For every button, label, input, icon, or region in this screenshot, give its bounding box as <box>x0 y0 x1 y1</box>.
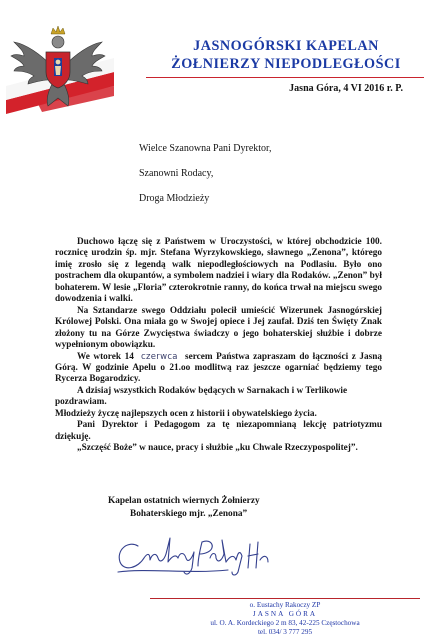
handwritten-date: czerwca <box>141 351 178 362</box>
place-date: Jasna Góra, 4 VI 2016 r. P. <box>289 83 403 94</box>
footer-name: o. Eustachy Rakoczy ZP <box>249 601 321 609</box>
eagle-emblem-icon <box>2 14 114 126</box>
body-paragraph: Pani Dyrektor i Pedagogom za tę niezapomnianą lekcję patriotyzmu dziękuję. <box>55 420 382 442</box>
footer-place: JASNA GÓRA <box>252 610 318 618</box>
body-paragraph: „Szczęść Boże” w nauce, pracy i służbie „ku Chwale Rzeczypospolitej”. <box>77 443 358 454</box>
organization-title: JASNOGÓRSKI KAPELAN <box>193 38 379 54</box>
body-paragraph: A dzisiaj wszystkich Rodaków będących w Sarnakach i w Terlikowie pozdrawiam. <box>55 385 348 408</box>
greeting-line: Szanowni Rodacy, <box>139 168 214 179</box>
paragraph-start: We wtorek 14 <box>77 351 134 362</box>
body-paragraph: Młodzieży życzę najlepszych ocen z historii i obywatelskiego życia. <box>55 408 317 419</box>
header-divider <box>146 77 424 78</box>
greeting-line: Droga Młodzieży <box>139 193 210 204</box>
signature-title: Bohaterskiego mjr. „Zenona” <box>130 509 248 519</box>
footer-phone: tel. 034/ 3 777 295 <box>257 628 313 636</box>
body-paragraph: Duchowo łączę się z Państwem w Uroczystości, w której obchodzicie 100. rocznicę urodzin śp. mjr. Stefana Wyrzykowskiego, sławnego „Zenona”, którego imię zrosło się z legendą walk niepodległościowych na Podlasiu. Było ono postrachem dla okupantów, a symbolem nadziei i wiary dla Rodaków. „Zenon” był bohaterem. W lesie „Floria” czterokrotnie ranny, do końca trwał na miejscu swego dowodzenia i walki. <box>55 237 382 305</box>
handwritten-signature <box>108 524 283 584</box>
organization-subtitle: ŻOŁNIERZY NIEPODLEGŁOŚCI <box>171 56 401 72</box>
paragraph-rest: sercem Państwa zapraszam do łączności z Jasną Górą. W godzinie Apelu o 21.oo modlitwą raz jeszcze ogarniać będziemy tego Rycerza Bogarodzicy. <box>55 351 383 385</box>
body-paragraph <box>55 352 382 386</box>
body-paragraph: Na Sztandarze swego Oddziału polecił umieścić Wizerunek Jasnogórskiej Królowej Polski. Ona miała go w Swojej opiece i Jej zaufał. Dziś ten Święty Znak złożony tu na Górze Zwycięstwa świadczy o jego bohaterskiej służbie i dobrze wypełnionym obowiązku. <box>55 305 382 351</box>
signature-title: Kapelan ostatnich wiernych Żołnierzy <box>108 496 260 506</box>
greeting-line: Wielce Szanowna Pani Dyrektor, <box>139 143 272 154</box>
footer-divider <box>150 598 420 599</box>
footer-address: ul. O. A. Kordeckiego 2 m 83, 42-225 Częstochowa <box>210 619 360 627</box>
letter-body <box>55 237 382 455</box>
